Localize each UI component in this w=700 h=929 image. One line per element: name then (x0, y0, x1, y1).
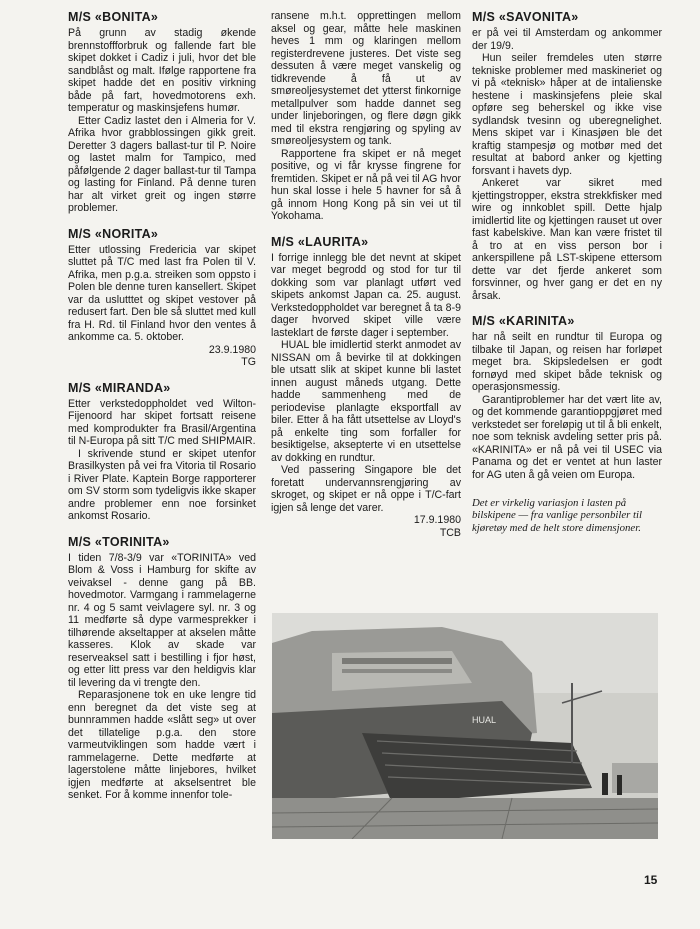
article-body (68, 552, 256, 802)
column-1 (68, 10, 256, 814)
article-laurita (271, 235, 461, 540)
paragraph: Reparasjonene tok en uke lengre tid enn beregnet da det viste seg at bunnrammen hadde «slått seg» ut over det tillatelige p.g.a. den store varmeutviklingen som hadde vært i rammelagerne. Dette medførte at lagerstolene måtte linjebores, hvilket igjen medførte at akselsentret ble senket. For å komme innenfor tole- (68, 689, 256, 801)
column-3 (472, 10, 662, 534)
article-body (472, 331, 662, 481)
paragraph: Etter utlossing Fredericia var skipet sluttet på T/C med last fra Polen til V. Afrika, men p.g.a. streiken som oppsto i Polen ble denne turen kansellert. Skipet var da uslutttet og skipet vestover på redusert fart. Den ble så sluttet med kull fra H. Rd. til Finland hvor den ventes å ankomme ca. 5. oktober. (68, 243, 256, 343)
article-miranda (68, 381, 256, 523)
paragraph: har nå seilt en rundtur til Europa og tilbake til Japan, og reisen har forløpet meget bra. Skipsledelsen er godt fornøyd med skipet både teknisk og operasjonsmessig. (472, 331, 662, 393)
paragraph: HUAL ble imidlertid sterkt anmodet av NISSAN om å bevirke til at dokkingen ble utsatt slik at skipet kunne bli lastet innen august måneds utgang. Dette hadde sammenheng med de periodevise planlagte eksportfall av biler. Etter å ha fått utsettelse av Lloyd's på enkelte ting som forfaller for besiktigelse, aksepterte vi en utsettelse av dokking en rundtur. (271, 339, 461, 464)
article-body (68, 398, 256, 523)
paragraph: Ankeret var sikret med kjettingstropper, ekstra strekkfisker med wire og innkoblet spill. Dette hjalp imidlertid lite og kjettingen rauset ut over fast kabelskive. Man kan være fristet til å tro at en viss person bor i ankerspillene på LST-skipene ettersom dette var det fjerde ankeret som forsvinner, og hver gang er det en ny årsak. (472, 177, 662, 302)
article-date: 23.9.1980 (208, 343, 256, 356)
hull-lettering: HUAL (472, 715, 497, 725)
paragraph: Hun seiler fremdeles uten større tekniske problemer med maskineriet og vi på «teknisk» håper at de intalienske hestene i maskinsjefens pleie skal opføre seg beherskel og ikke vise sydlandsk tvesinn og uberegnelighet. Mens skipet var i Kinasjøen ble det kraftig stampesjø og motbør med det resultat at babord anker og kjetting forsvant i havets dyp. (472, 52, 662, 177)
article-heading: M/S «KARINITA» (472, 314, 575, 328)
article-heading: M/S «LAURITA» (271, 234, 369, 249)
paragraph: Etter verkstedoppholdet ved Wilton-Fijenoord har skipet fortsatt reisene med komprodukter fra Brasil/Argentina til N-Europa på sitt T/C med SHIPMAIR. (68, 397, 256, 447)
article-heading: M/S «NORITA» (68, 226, 159, 241)
article-heading: M/S «BONITA» (68, 10, 159, 24)
article-heading: M/S «SAVONITA» (472, 10, 579, 24)
article-norita (68, 227, 256, 369)
paragraph: Garantiproblemer har det vært lite av, og det kommende garantioppgjøret med verkstedet ser foreløpig ut til å bli enkelt, noe som teknisk avdeling setter pris på. «KARINITA» er nå på vei til USEC via Panama og det er ventet at hun laster for AG uten å gå veien om Europa. (472, 393, 662, 481)
paragraph: I tiden 7/8-3/9 var «TORINITA» ved Blom & Voss i Hamburg for skifte av veivaksel - denne gang på BB. hovedmotor. Varmgang i rammelagerne nr. 4 og 5 samt veivlagere syl. nr. 3 og 11 medførte så dype varmesprekker i tilhørende akseltapper at akselen måtte kasseres. Klok av skade var reserveaksel satt i bestilling i fjor høst, og etter litt press var den heldigvis klar til levering da vi trengte den. (68, 551, 256, 689)
article-continuation (271, 10, 461, 223)
article-body (271, 10, 461, 223)
article-karinita (472, 314, 662, 481)
photo-caption: Det er virkelig variasjon i lasten på bilskipene — fra vanlige personbiler til kjøretøy med de helt store dimensjoner. (472, 497, 643, 534)
ship-ramp-illustration (272, 613, 658, 839)
article-body (271, 252, 461, 515)
article-bonita (68, 10, 256, 215)
article-heading: M/S «TORINITA» (68, 534, 170, 549)
paragraph: I forrige innlegg ble det nevnt at skipet var meget begrodd og stod for tur til dokking som var planlagt utført ved skipets ankomst Japan ca. 25. august. Verkstedoppholdet var beregnet å ta 8-9 dager hvorved skipet ville være lasteklart de første dager i september. (271, 251, 461, 339)
article-torinita (68, 535, 256, 802)
article-body (68, 244, 256, 344)
article-body (68, 27, 256, 215)
article-savonita (472, 10, 662, 302)
article-body (472, 27, 662, 302)
article-date: 17.9.1980 (413, 514, 461, 526)
paragraph: På grunn av stadig økende brennstoffforbruk og fallende fart ble skipet dokket i Cadiz i juli, hvor det ble sandblåst og malt. Ifølge rapportene fra skipet hadde det en positiv virkning både på fart, hovedmotorens exh. temperatur og maskinsjefens humør. (68, 27, 256, 114)
article-heading: M/S «MIRANDA» (68, 380, 171, 395)
paragraph: Rapportene fra skipet er nå meget positive, og vi får krysse fingrene for fremtiden. Skipet er nå på vei til AG hvor hun skal losse i hele 5 havner for så å gå innom Hong Kong på sin vei ut til Yokohama. (271, 147, 461, 222)
page-number: 15 (644, 873, 658, 887)
paragraph: Etter Cadiz lastet den i Almeria for V. Afrika hvor grabblossingen gikk greit. Deretter 3 dagers ballast-tur til P. Noire og lastet malm for Tampico, med påfølgende 2 dager ballast-tur til Tampa og lasting for Finland. På denne turen har alt virket greit og ingen større problemer. (68, 114, 256, 214)
paragraph: ransene m.h.t. opprettingen mellom aksel og gear, måtte hele maskinen heves 1 mm og klaringen mellom registerdrevene justeres. Det viste seg dessuten å være meget vanskelig og tidkrevende å få ut av smøreoljesystemet det ytterst finkornige metallpulver som hadde dannet seg under linjeboringen, og flere døgn gikk med til ekstra rengjøring og spyling av smøreoljesystem og tank. (271, 10, 461, 147)
paragraph: I skrivende stund er skipet utenfor Brasilkysten på vei fra Vitoria til Rosario i River Plate. Kaptein Borge rapporterer om SV storm som tydeligvis ikke skaper andre problemer enn noe forsinket ankomst Rosario. (68, 447, 256, 522)
paragraph: er på vei til Amsterdam og ankommer der 19/9. (472, 27, 662, 52)
paragraph: Ved passering Singapore ble det foretatt undervannsrengjøring av skroget, og skipet er nå oppe i T/C-fart igjen så lenge det varer. (271, 464, 461, 514)
column-2 (271, 10, 461, 551)
ship-loading-photo (272, 613, 658, 839)
article-signature: TG (241, 356, 256, 368)
article-signature: TCB (439, 526, 461, 539)
